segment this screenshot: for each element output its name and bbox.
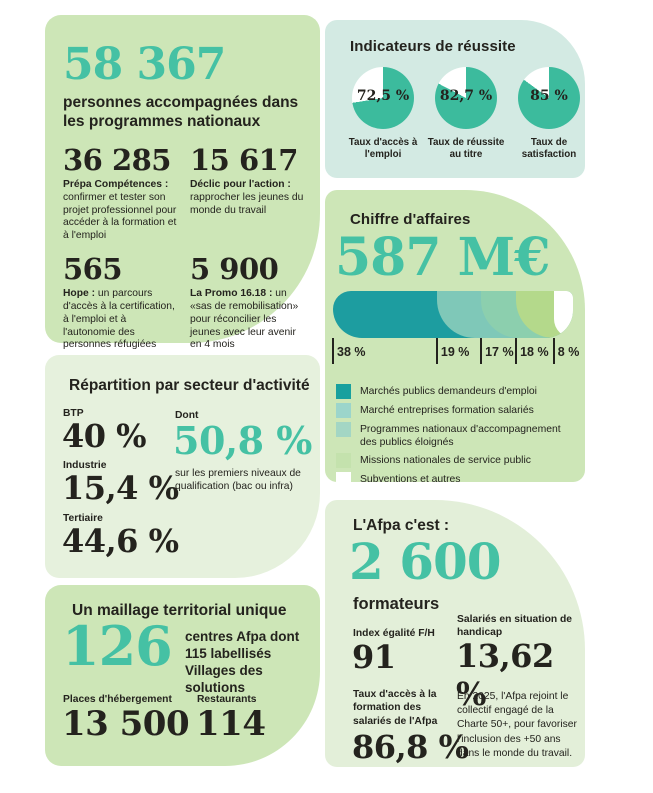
- legend-item: [336, 452, 571, 468]
- network-label-housing: Places d'hébergement: [63, 694, 172, 705]
- pie-satisfaction: [516, 67, 582, 161]
- stat-desc: [190, 179, 315, 217]
- pie-value: 85 %: [530, 88, 568, 105]
- sector-value-tertiaire: 44,6 %: [62, 522, 179, 560]
- panel-territorial-network: [45, 585, 320, 766]
- stat-value: 36 285: [63, 142, 171, 177]
- bar-tick-label: 38 %: [337, 345, 366, 359]
- afpa-stat-label-equality: Index égalité F/H: [353, 628, 435, 639]
- stat-hope: [63, 251, 190, 352]
- afpa-stat-label-disability: Salariés en situation de handicap: [457, 614, 573, 639]
- sector-highlight-desc: sur les premiers niveaux de qualification (bac ou infra): [175, 468, 301, 493]
- stat-lead: Déclic pour l'action :: [190, 179, 291, 191]
- legend-item: [336, 471, 571, 487]
- network-big-number: 126: [62, 614, 172, 678]
- stat-lead: Prépa Compétences :: [63, 179, 169, 191]
- stat-lead: La Promo 16.18 :: [190, 288, 273, 300]
- pie-chart: [435, 67, 497, 129]
- pie-chart: [352, 67, 414, 129]
- legend-label: Marchés publics demandeurs d'emploi: [360, 386, 537, 397]
- afpa-note-charte50: En 2025, l'Afpa rejoint le collectif engagé de la Charte 50+, pour favoriser l'inclusion des +50 ans dans le monde du travail.: [457, 691, 577, 759]
- stat-value: 15 617: [190, 142, 298, 177]
- afpa-stat-value-disability: 13,62 %: [456, 637, 554, 713]
- afpa-big-number: 2 600: [349, 532, 501, 591]
- panel-success-indicators: [325, 20, 585, 178]
- stat-declic: [190, 142, 315, 243]
- stat-desc-text: un «sas de remobilisation» pour réconcilier les jeunes avec leur avenir en 4 mois: [190, 288, 299, 351]
- sector-label-tertiaire: Tertiaire: [63, 513, 103, 524]
- people-big-number: 58 367: [63, 39, 226, 90]
- stat-value: 5 900: [190, 251, 279, 286]
- stat-desc-text: un parcours d'accès à la certification, à l'emploi et à l'autonomie des personnes réfugiées: [63, 288, 175, 351]
- stat-prepa: [63, 142, 190, 243]
- people-subtitle: personnes accompagnées dans les programmes nationaux: [63, 93, 299, 130]
- sector-label-industrie: Industrie: [63, 460, 107, 471]
- stat-desc-text: rapprocher les jeunes du monde du travail: [190, 191, 304, 216]
- network-value-housing: 13 500: [62, 704, 190, 744]
- afpa-stat-value-equality: 91: [352, 638, 396, 676]
- legend-swatch-icon: [336, 384, 351, 399]
- sector-highlight-value: 50,8 %: [173, 418, 312, 463]
- stacked-bar-chart: [333, 291, 573, 338]
- network-label-restaurants: Restaurants: [197, 694, 257, 705]
- pie-chart: [518, 67, 580, 129]
- sector-highlight-label: Dont: [175, 410, 199, 421]
- legend-swatch-icon: [336, 422, 351, 437]
- bar-legend: [336, 383, 571, 490]
- stat-value: 565: [63, 251, 123, 286]
- pie-charts-row: [350, 67, 585, 161]
- indicators-title: Indicateurs de réussite: [350, 38, 516, 55]
- legend-swatch-icon: [336, 472, 351, 487]
- pie-employment-access: [350, 67, 416, 161]
- afpa-stat-label-training: Taux d'accès à la formation des salariés de l'Afpa: [353, 689, 438, 727]
- panel-people-supported: [45, 15, 320, 351]
- legend-swatch-icon: [336, 403, 351, 418]
- stat-promo-1618: [190, 251, 315, 352]
- pie-value: 72,5 %: [356, 88, 410, 105]
- legend-swatch-icon: [336, 453, 351, 468]
- stat-desc-text: confirmer et tester son projet professionnel pour accéder à la formation et à l'emploi: [63, 191, 177, 242]
- panel-afpa-facts: [325, 500, 585, 767]
- legend-item: [336, 421, 571, 449]
- people-stats-grid: [63, 142, 304, 353]
- sector-label-btp: BTP: [63, 408, 84, 419]
- sector-value-btp: 40 %: [62, 417, 147, 455]
- legend-label: Programmes nationaux d'accompagnement des publics éloignés: [360, 424, 561, 448]
- pie-title-success: [427, 67, 505, 161]
- legend-label: Missions nationales de service public: [360, 455, 531, 466]
- legend-label: Subventions et autres: [360, 474, 461, 485]
- stat-lead: Hope :: [63, 288, 96, 300]
- bar-tick-row: [333, 338, 580, 366]
- panel-revenue: [325, 190, 585, 485]
- afpa-title: L'Afpa c'est :: [353, 517, 450, 534]
- stat-desc: [190, 288, 315, 352]
- stat-desc: [63, 179, 190, 243]
- network-value-restaurants: 114: [196, 704, 266, 744]
- network-big-desc: centres Afpa dont 115 labellisés Villages des solutions: [185, 629, 300, 695]
- stat-desc: [63, 288, 190, 352]
- pie-label: Taux d'accès à l'emploi: [348, 137, 418, 160]
- legend-label: Marché entreprises formation salariés: [360, 405, 534, 416]
- sector-value-industrie: 15,4 %: [62, 469, 179, 507]
- bar-tick-label: 17 %: [485, 345, 514, 359]
- pie-value: 82,7 %: [439, 88, 493, 105]
- sectors-title: Répartition par secteur d'activité: [69, 377, 310, 394]
- legend-item: [336, 383, 571, 399]
- revenue-title: Chiffre d'affaires: [350, 211, 471, 228]
- bar-tick-label: 18 %: [520, 345, 549, 359]
- bar-tick-label: 8 %: [557, 345, 580, 359]
- bar-tick-label: 19 %: [440, 345, 470, 359]
- revenue-big-number: 587 M€: [335, 227, 550, 288]
- panel-sectors: [45, 355, 320, 578]
- afpa-stat-value-training: 86,8 %: [352, 728, 469, 766]
- afpa-big-label: formateurs: [353, 595, 440, 613]
- pie-label: Taux de réussite au titre: [427, 137, 505, 160]
- network-title: Un maillage territorial unique: [72, 602, 287, 619]
- pie-label: Taux de satisfaction: [521, 137, 577, 160]
- legend-item: [336, 402, 571, 418]
